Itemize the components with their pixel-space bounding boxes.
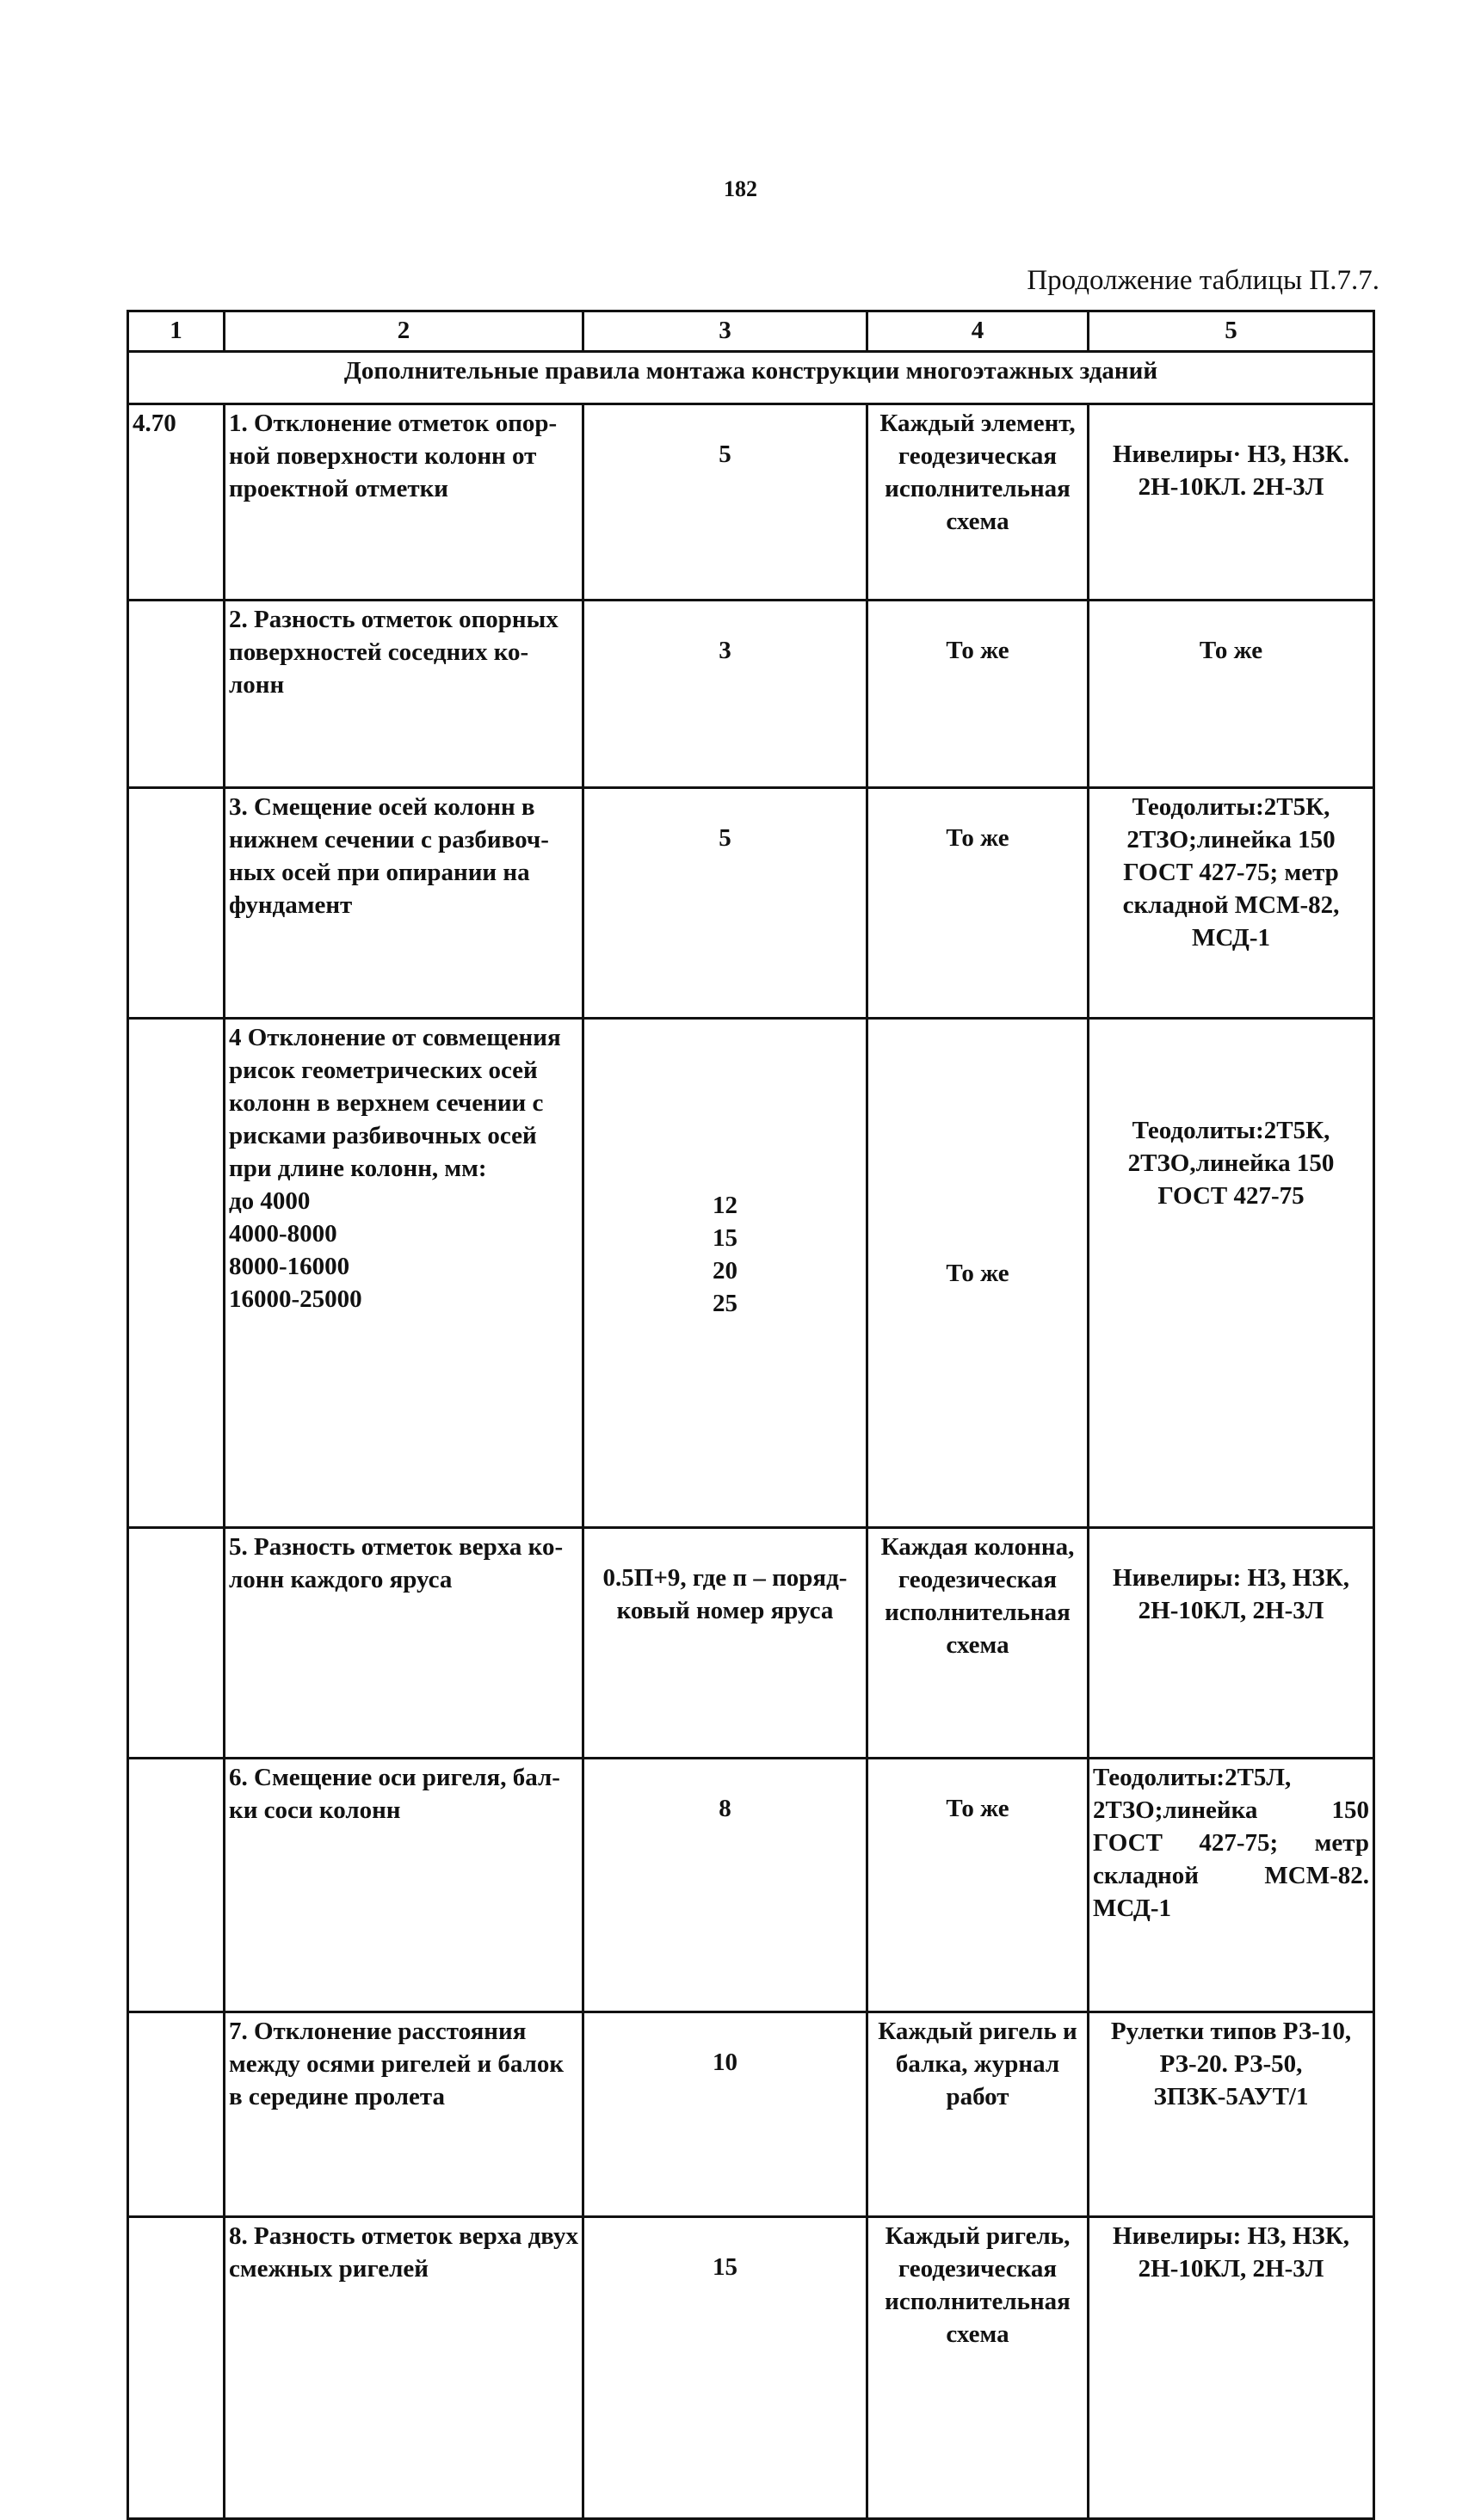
tolerance-value: 0.5П+9, где п – поряд-ковый номер яруса [583,1528,867,1759]
parameter-cell: 6. Смещение оси ригеля, бал-ки соси колонн [225,1759,583,2012]
measuring-tools: Теодолиты:2Т5К, 2ТЗО;линейка 150 ГОСТ 427-75; метр складной МСМ-82, МСД-1 [1089,788,1374,1019]
control-method: То же [867,1019,1089,1528]
tolerance-value: 15 [583,2217,867,2519]
length-ranges [229,1185,578,1315]
tolerance-value: 15 [713,1224,737,1252]
parameter-cell: 1. Отклонение отметок опор-ной поверхности колонн от проектной отметки [225,404,583,601]
section-id-empty [128,1759,225,2012]
column-header: 4 [867,311,1089,352]
parameter-cell: 2. Разность отметок опорных поверхностей соседних ко-лонн [225,601,583,788]
length-range: 8000-16000 [229,1253,350,1280]
table-row [128,601,1374,788]
table-row [128,2217,1374,2519]
column-number-header-row [128,311,1374,352]
tolerance-value: 12 [713,1192,737,1219]
parameter-text: 4 Отклонение от совмещения рисок геометрических осей колонн в верхнем сечении с рисками разбивочных осей при длине колонн, мм: [229,1024,561,1182]
table-continuation-caption: Продолжение таблицы П.7.7. [1027,265,1379,296]
measuring-tools: Теодолиты:2Т5К, 2ТЗО,линейка 150 ГОСТ 427-75 [1089,1019,1374,1528]
tolerance-value: 5 [583,404,867,601]
tolerance-value: 20 [713,1257,737,1285]
measuring-tools: Нивелиры: НЗ, НЗК, 2Н-10КЛ, 2Н-3Л [1089,2217,1374,2519]
tolerance-value-list [583,1019,867,1528]
section-id-empty [128,1528,225,1759]
section-id-empty [128,1019,225,1528]
tolerance-value: 5 [583,788,867,1019]
measuring-tools: Теодолиты:2Т5Л, 2ТЗО;линейка 150 ГОСТ 427-75; метр складной МСМ-82. МСД-1 [1089,1759,1374,2012]
table-row [128,1019,1374,1528]
section-id-empty [128,788,225,1019]
control-method: Каждая колонна, геодезическая исполнительная схема [867,1528,1089,1759]
section-id-empty [128,2217,225,2519]
section-header-row [128,352,1374,404]
table-row [128,1528,1374,1759]
section-id-empty [128,601,225,788]
column-header: 2 [225,311,583,352]
column-header: 1 [128,311,225,352]
section-title: Дополнительные правила монтажа конструкции многоэтажных зданий [128,352,1374,404]
parameter-cell: 5. Разность отметок верха ко-лонн каждого яруса [225,1528,583,1759]
length-range: 16000-25000 [229,1285,362,1313]
control-method: Каждый ригель, геодезическая исполнительная схема [867,2217,1089,2519]
control-method: То же [867,601,1089,788]
section-id-empty [128,2012,225,2217]
tolerance-value: 8 [583,1759,867,2012]
parameter-cell: 7. Отклонение расстояния между осями ригелей и балок в середине пролета [225,2012,583,2217]
length-range: до 4000 [229,1187,311,1215]
control-method: То же [867,788,1089,1019]
tolerance-value: 25 [713,1290,737,1317]
measuring-tools: Нивелиры· НЗ, НЗК. 2Н-10КЛ. 2Н-3Л [1089,404,1374,601]
column-header: 3 [583,311,867,352]
table-row [128,788,1374,1019]
column-header: 5 [1089,311,1374,352]
tolerance-table [127,310,1375,2520]
measuring-tools: Нивелиры: НЗ, НЗК, 2Н-10КЛ, 2Н-3Л [1089,1528,1374,1759]
control-method: То же [867,1759,1089,2012]
page-number: 182 [724,176,757,201]
control-method: Каждый ригель и балка, журнал работ [867,2012,1089,2217]
parameter-cell: 8. Разность отметок верха двух смежных ригелей [225,2217,583,2519]
table-row [128,404,1374,601]
measuring-tools: Рулетки типов РЗ-10, РЗ-20. РЗ-50, ЗПЗК-5АУТ/1 [1089,2012,1374,2217]
parameter-cell: 3. Смещение осей колонн в нижнем сечении с разбивоч-ных осей при опирании на фундамент [225,788,583,1019]
table-row [128,1759,1374,2012]
control-method: Каждый элемент, геодезическая исполнительная схема [867,404,1089,601]
length-range: 4000-8000 [229,1220,337,1248]
parameter-cell [225,1019,583,1528]
measuring-tools: То же [1089,601,1374,788]
table-row [128,2012,1374,2217]
tolerance-value: 3 [583,601,867,788]
section-id: 4.70 [128,404,225,601]
tolerance-value: 10 [583,2012,867,2217]
